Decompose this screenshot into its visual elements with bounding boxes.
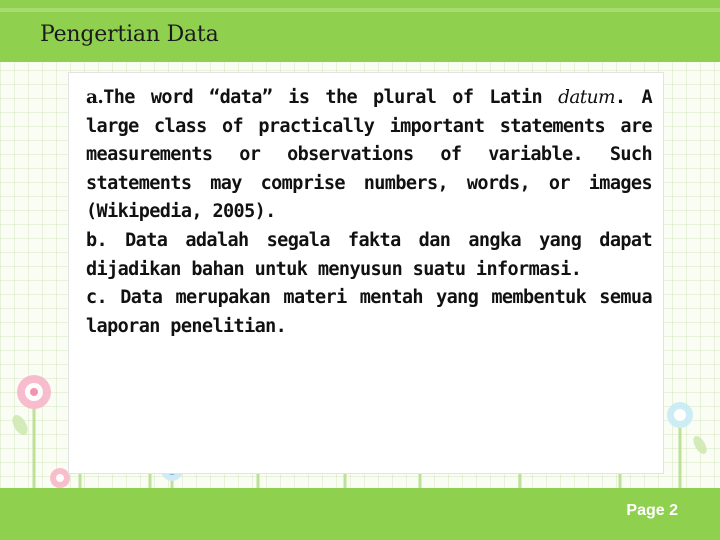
item-a-text-after: . A large class of practically important statements are measurements or observations of variable. Such statements may comprise numbers, words, or images (Wikipedia, 2005). — [86, 87, 652, 223]
definition-item-a — [86, 84, 652, 227]
definition-item-c: c. Data merupakan materi mentah yang membentuk semua laporan penelitian. — [86, 287, 652, 337]
item-a-text-before: The word “data” is the plural of Latin — [103, 87, 559, 108]
footer-band — [0, 488, 720, 540]
item-a-italic-word: datum — [558, 87, 615, 108]
slide-title: Pengertian Data — [40, 22, 219, 47]
body-text — [86, 84, 652, 341]
item-a-marker: a. — [86, 87, 104, 108]
page-number: Page 2 — [626, 502, 678, 519]
definition-item-b: b. Data adalah segala fakta dan angka yang dapat dijadikan bahan untuk menyusun suatu informasi. — [86, 229, 652, 280]
